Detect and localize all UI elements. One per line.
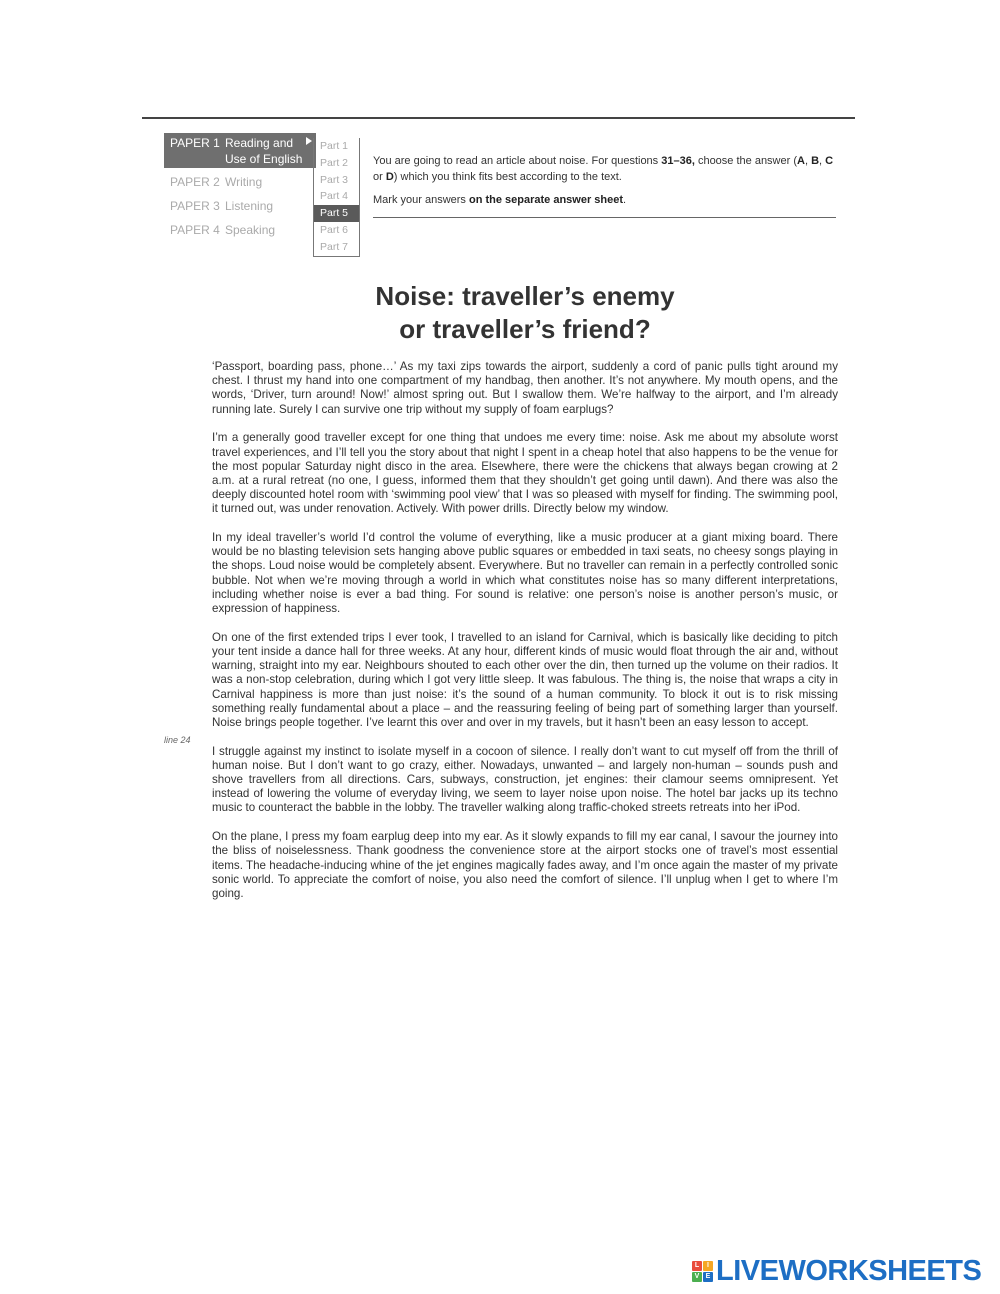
logo-letter-v: V <box>692 1272 702 1282</box>
option-b: B <box>811 155 820 167</box>
paper-1-number: PAPER 1 <box>170 136 220 150</box>
logo-icon <box>692 1261 713 1282</box>
paper-nav <box>164 133 316 247</box>
triangle-right-icon <box>306 137 312 145</box>
option-d: D <box>385 171 394 183</box>
instr-outro: ) which you think fits best according to the text. <box>393 171 622 183</box>
paper-1-name <box>225 135 302 167</box>
paper-1-item[interactable] <box>164 133 316 168</box>
paper-1-name-line1: Reading and <box>225 136 294 150</box>
logo-letter-e: E <box>703 1272 713 1282</box>
logo-letter-i: I <box>703 1261 713 1271</box>
paper-4-number: PAPER 4 <box>170 223 220 237</box>
title-line-1: Noise: traveller’s enemy <box>375 281 675 311</box>
paper-4-item[interactable] <box>164 223 316 247</box>
article-body <box>212 360 838 916</box>
task-instructions <box>373 153 835 208</box>
paragraph: In my ideal traveller’s world I’d control the volume of everything, like a music producer at a giant mixing board. There would be no blasting television sets hanging above public squares or embedded in taxi seats, no cheesy songs playing in the shops. Loud noise would be completely absent. Everywhere. But no traveller can remain in a perfectly controlled sonic bubble. Not when we’re moving through a world in which what constitutes noise has so many different interpretations, including whether noise is ever a bad thing. For sound is relative: one person’s noise is another person’s music, or expression of happiness. <box>212 531 838 616</box>
part-2-item[interactable]: Part 2 <box>320 156 349 169</box>
instr-choose: choose the answer ( <box>694 155 798 167</box>
instr-sep-2: , <box>819 155 826 167</box>
instr-sep-3: or <box>373 171 386 183</box>
part-1-item[interactable]: Part 1 <box>320 140 349 152</box>
paper-1-name-line2: Use of English <box>225 152 303 166</box>
instruction-text <box>373 153 835 185</box>
mark-answers-text <box>373 192 835 208</box>
option-a: A <box>797 155 805 167</box>
part-nav <box>313 138 360 257</box>
paper-2-name: Writing <box>225 175 263 189</box>
paper-3-item[interactable] <box>164 199 316 223</box>
mark-bold: on the separate answer sheet <box>468 194 624 206</box>
question-range: 31–36, <box>661 155 695 167</box>
paper-3-name: Listening <box>225 199 274 213</box>
line-24-marker: line 24 <box>164 735 191 745</box>
paragraph: ‘Passport, boarding pass, phone…’ As my taxi zips towards the airport, suddenly a cord of panic pulls tight around my chest. I thrust my hand into one compartment of my handbag, then another. It’s not anywhere. My mouth opens, and the words, ‘Driver, turn around! Now!’ almost spring out. But I swallow them. We’re halfway to the airport, and I’m already running late. Surely I can survive one trip without my supply of foam earplugs? <box>212 360 838 416</box>
paragraph: I’m a generally good traveller except for one thing that undoes me every time: noise. Ask me about my absolute worst travel experiences, and I’ll tell you the story about that night I spent in a cheap hotel that also happens to be the venue for the most popular Saturday night disco in the area. Elsewhere, there were the chickens that always began crowing at 2 a.m. at a rural retreat (no one, I guess, informed them that they shouldn’t get going until dawn). And there was also the deeply discounted hotel room with ‘swimming pool view’ that I was so pleased with myself for finding. The swimming pool, it turned out, was under renovation. Actively. With power drills. Directly below my window. <box>212 431 838 516</box>
paper-2-number: PAPER 2 <box>170 175 220 189</box>
part-3-item[interactable]: Part 3 <box>320 173 349 186</box>
instr-sep-1: , <box>804 155 812 167</box>
paper-4-name: Speaking <box>225 223 276 237</box>
article-title <box>200 280 850 346</box>
option-c: C <box>825 155 834 167</box>
instr-intro: You are going to read an article about noise. For questions <box>373 155 662 167</box>
instructions-rule <box>373 217 836 218</box>
mark-prefix: Mark your answers <box>373 194 469 206</box>
paragraph: I struggle against my instinct to isolate myself in a cocoon of silence. I really don’t want to cut myself off from the thrill of human noise. But I don’t want to go crazy, either. Nowadays, unwanted – and largely non-human – sounds push and shove travellers from all directions. Cars, subways, construction, jet engines: their clamour seems omnipresent. Yet instead of lowering the volume of everyday living, we seem to layer noise upon noise. The hotel bar jacks up its techno music to counteract the babble in the lobby. The traveller walking along traffic-choked streets retreats into her iPod. <box>212 744 838 815</box>
paper-3-number: PAPER 3 <box>170 199 220 213</box>
mark-suffix: . <box>623 194 627 206</box>
top-rule <box>142 117 855 119</box>
part-4-item[interactable]: Part 4 <box>320 190 349 203</box>
part-5-item[interactable]: Part 5 <box>314 205 359 222</box>
part-7-item[interactable]: Part 7 <box>320 240 349 253</box>
liveworksheets-logo <box>692 1255 981 1288</box>
part-6-item[interactable]: Part 6 <box>320 223 349 236</box>
logo-letter-l: L <box>692 1261 702 1271</box>
logo-text: LIVEWORKSHEETS <box>716 1255 982 1287</box>
title-line-2: or traveller’s friend? <box>399 314 651 344</box>
paragraph: On one of the first extended trips I ever took, I travelled to an island for Carnival, which is basically like deciding to pitch your tent inside a dance hall for three weeks. At any hour, different kinds of music would float through the air and, without warning, straight into my ear. Neighbours shouted to each other over the din, then turned up the volume on their radios. It was a non-stop celebration, during which I got very little sleep. It was fabulous. The thing is, the noise that wraps a city in Carnival happiness is more than just noise: it’s the sound of a human community. To block it out is to risk missing something really fundamental about a place – and the reassuring feeling of being part of something larger than yourself. Noise brings people together. I’ve learnt this over and over in my travels, but it hasn’t been an easy lesson to accept. <box>212 630 838 729</box>
paragraph: On the plane, I press my foam earplug deep into my ear. As it slowly expands to fill my ear canal, I savour the journey into the bliss of noiselessness. Thank goodness the convenience store at the airport stocks one of travel’s most essential items. The headache-inducing whine of the jet engines magically fades away, and I’m once again the master of my private sonic world. To appreciate the comfort of noise, you also need the comfort of silence. I’ll unplug when I get to where I’m going. <box>212 830 838 900</box>
paper-2-item[interactable] <box>164 175 316 199</box>
